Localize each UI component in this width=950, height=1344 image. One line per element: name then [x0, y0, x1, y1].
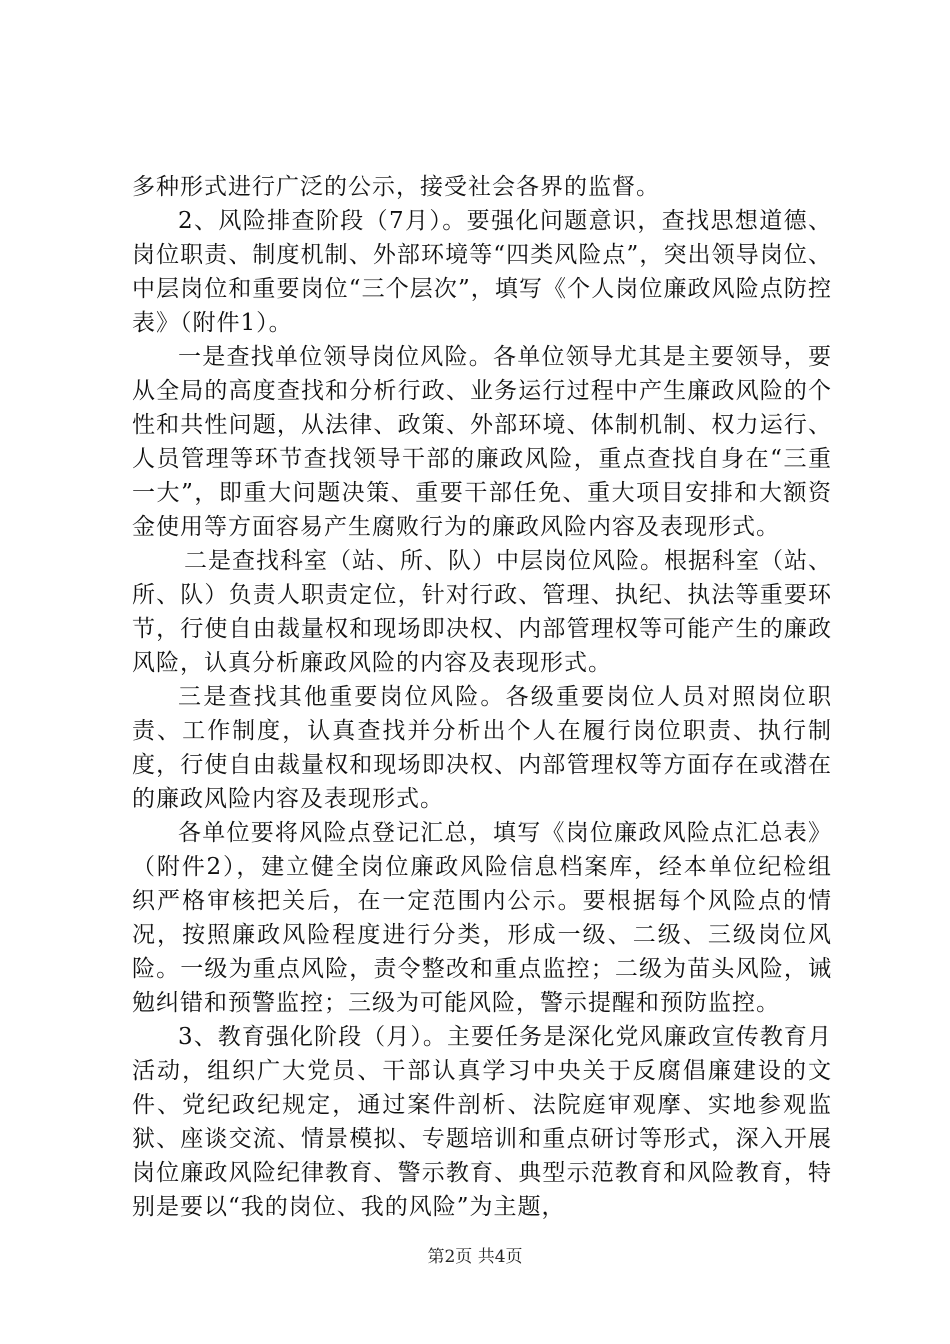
paragraph-key-post-risk: 三是查找其他重要岗位风险。各级重要岗位人员对照岗位职责、工作制度，认真查找并分析出个人在履行岗位职责、执行制度，行使自由裁量权和现场即决权、内部管理权等方面存在或潜在的廉政风险内容及表现形式。 [132, 684, 832, 812]
paragraph-risk-screening-stage: 2、风险排查阶段（7月）。要强化问题意识，查找思想道德、岗位职责、制度机制、外部环境等“四类风险点”，突出领导岗位、中层岗位和重要岗位“三个层次”，填写《个人岗位廉政风险点防控表》（附件1）。 [132, 208, 832, 336]
page-footer: 第2页 共4页 [427, 1247, 523, 1267]
paragraph-risk-registration: 各单位要将风险点登记汇总，填写《岗位廉政风险点汇总表》（附件2），建立健全岗位廉政风险信息档案库，经本单位纪检组织严格审核把关后，在一定范围内公示。要根据每个风险点的情况，按照廉政风险程度进行分类，形成一级、二级、三级岗位风险。一级为重点风险，责令整改和重点监控；二级为苗头风险，诫勉纠错和预警监控；三级为可能风险，警示提醒和预防监控。 [132, 820, 832, 1016]
paragraph-education-stage: 3、教育强化阶段（月）。主要任务是深化党风廉政宣传教育月活动，组织广大党员、干部认真学习中央关于反腐倡廉建设的文件、党纪政纪规定，通过案件剖析、法院庭审观摩、实地参观监狱、座谈交流、情景模拟、专题培训和重点研讨等形式，深入开展岗位廉政风险纪律教育、警示教育、典型示范教育和风险教育，特别是要以“我的岗位、我的风险”为主题， [132, 1024, 832, 1220]
document-body [132, 170, 832, 1224]
paragraph-middle-level-risk: 二是查找科室（站、所、队）中层岗位风险。根据科室（站、所、队）负责人职责定位，针对行政、管理、执纪、执法等重要环节，行使自由裁量权和现场即决权、内部管理权等可能产生的廉政风险，认真分析廉政风险的内容及表现形式。 [132, 548, 832, 676]
paragraph-continuation: 多种形式进行广泛的公示，接受社会各界的监督。 [132, 174, 660, 200]
paragraph-leadership-risk: 一是查找单位领导岗位风险。各单位领导尤其是主要领导，要从全局的高度查找和分析行政、业务运行过程中产生廉政风险的个性和共性问题，从法律、政策、外部环境、体制机制、权力运行、人员管理等环节查找领导干部的廉政风险，重点查找自身在“三重一大”，即重大问题决策、重要干部任免、重大项目安排和大额资金使用等方面容易产生腐败行为的廉政风险内容及表现形式。 [132, 344, 832, 540]
